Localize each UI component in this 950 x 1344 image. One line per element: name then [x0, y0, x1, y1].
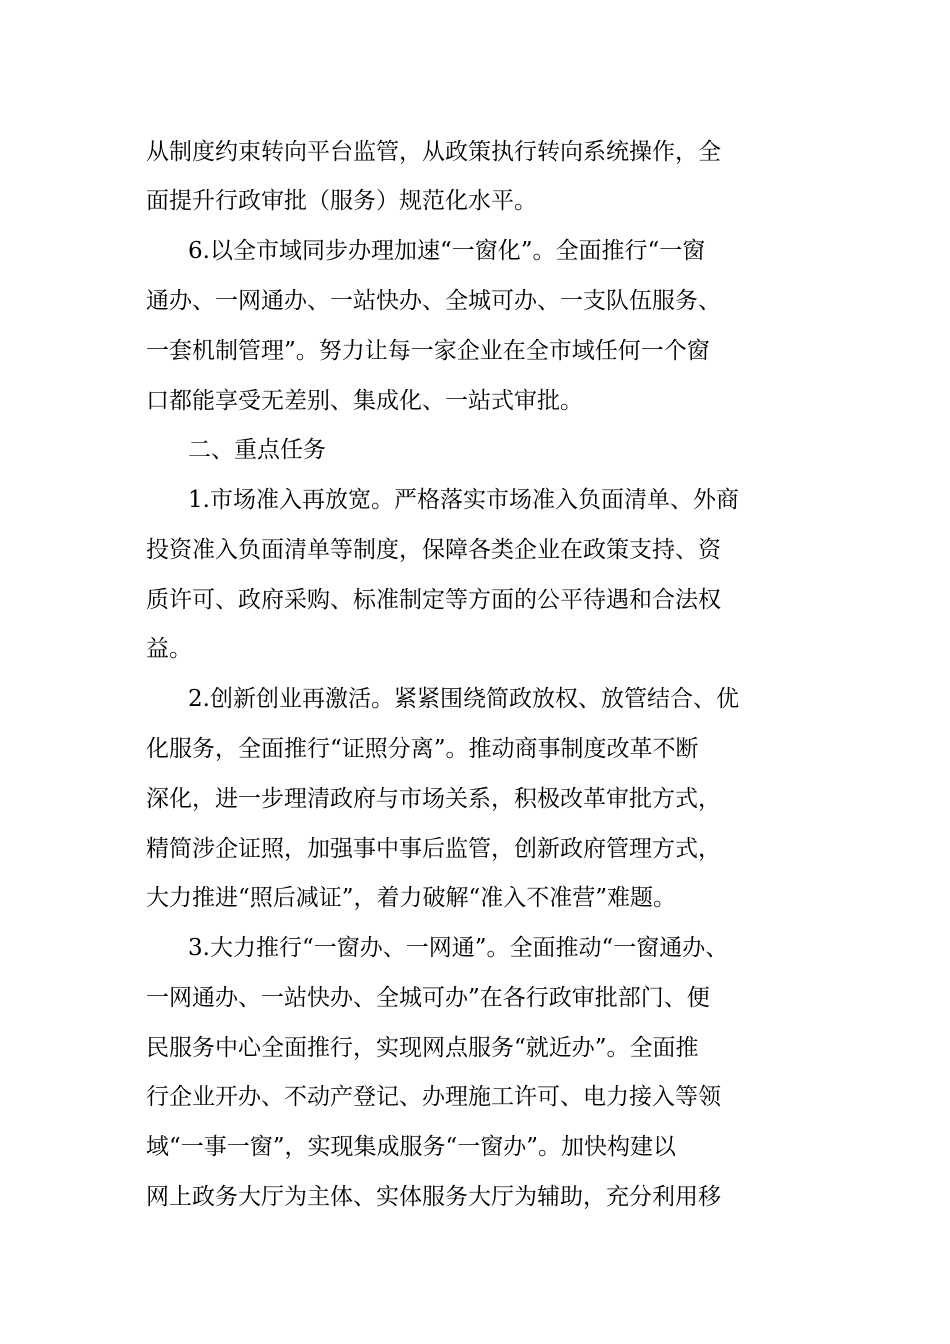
text-line: 口都能享受无差别、集成化、一站式审批。: [146, 388, 583, 414]
section-heading-2: 2.创新创业再激活。紧紧围绕简政放权、放管结合、优: [188, 686, 739, 712]
section-heading-6: 6.以全市域同步办理加速“一窗化”。全面推行“一窗: [188, 238, 706, 264]
text-line: 通办、一网通办、一站快办、全城可办、一支队伍服务、: [146, 288, 721, 314]
section-title-key-tasks: 二、重点任务: [188, 437, 326, 463]
text-line: 民服务中心全面推行，实现网点服务“就近办”。全面推: [146, 1035, 699, 1061]
text-line: 网上政务大厅为主体、实体服务大厅为辅助，充分利用移: [146, 1184, 721, 1210]
text-line: 大力推进“照后减证”，着力破解“准入不准营”难题。: [146, 885, 677, 911]
text-line: 从制度约束转向平台监管，从政策执行转向系统操作，全: [146, 139, 721, 165]
text-line: 一套机制管理”。努力让每一家企业在全市域任何一个窗: [146, 338, 710, 364]
text-line: 面提升行政审批（服务）规范化水平。: [146, 188, 537, 214]
text-line: 质许可、政府采购、标准制定等方面的公平待遇和合法权: [146, 587, 721, 613]
section-heading-1: 1.市场准入再放宽。严格落实市场准入负面清单、外商: [188, 487, 739, 513]
text-line: 深化，进一步理清政府与市场关系，积极改革审批方式，: [146, 786, 721, 812]
text-line: 精简涉企证照，加强事中事后监管，创新政府管理方式，: [146, 836, 721, 862]
text-line: 化服务，全面推行“证照分离”。推动商事制度改革不断: [146, 736, 699, 762]
section-heading-3: 3.大力推行“一窗办、一网通”。全面推动“一窗通办、: [188, 935, 729, 961]
text-line: 行企业开办、不动产登记、办理施工许可、电力接入等领: [146, 1084, 721, 1110]
text-line: 益。: [146, 636, 192, 662]
text-line: 一网通办、一站快办、全城可办”在各行政审批部门、便: [146, 985, 710, 1011]
text-line: 域“一事一窗”，实现集成服务“一窗办”。加快构建以: [146, 1134, 677, 1160]
text-line: 投资准入负面清单等制度，保障各类企业在政策支持、资: [146, 537, 721, 563]
